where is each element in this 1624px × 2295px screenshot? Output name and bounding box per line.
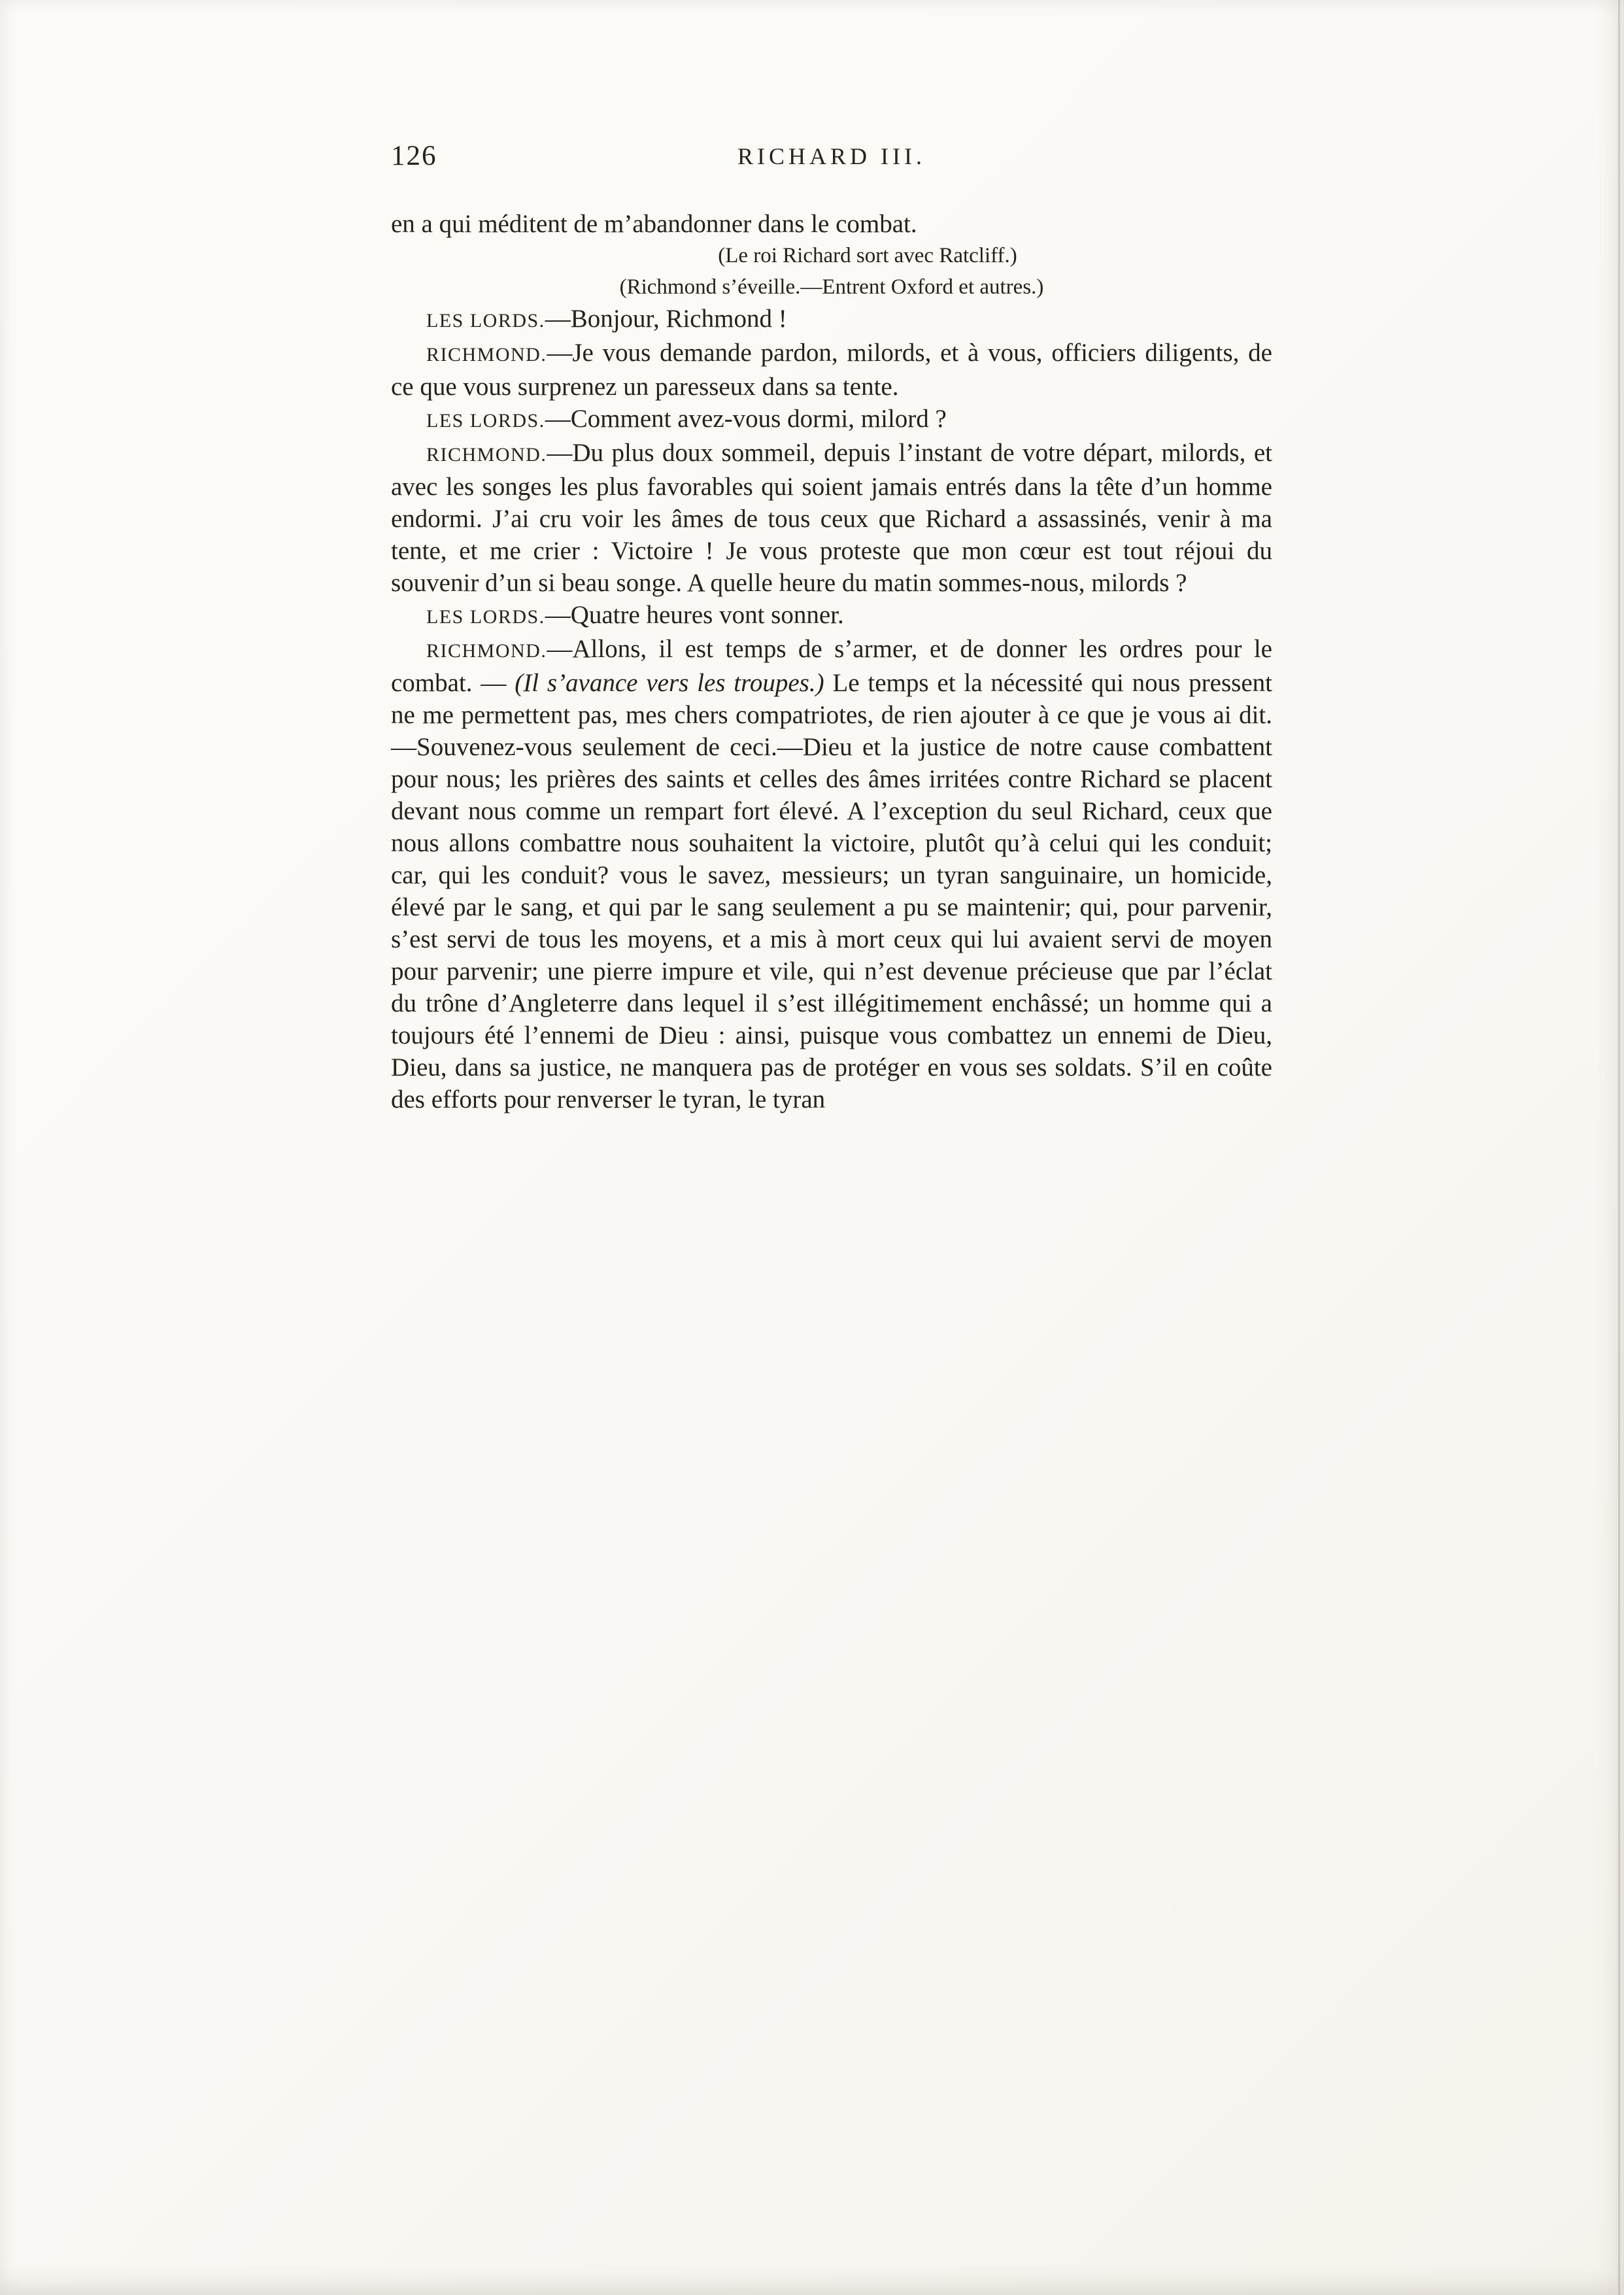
running-head bbox=[391, 139, 1272, 180]
text-run: —Je vous demande pardon, milords, et à vous, officiers diligents, de ce que vous surprenez un paresseux dans sa tente. bbox=[391, 339, 1272, 401]
speaker-name: RICHMOND. bbox=[426, 444, 547, 466]
speech-paragraph bbox=[391, 403, 1272, 437]
text-run: —Comment avez-vous dormi, milord ? bbox=[545, 405, 947, 433]
text-run: en a qui méditent de m’abandonner dans le combat. bbox=[391, 210, 917, 238]
stage-direction bbox=[391, 240, 1272, 271]
speech-paragraph bbox=[391, 599, 1272, 633]
speech-paragraph bbox=[391, 437, 1272, 599]
text-run: Le temps et la nécessité qui nous pressent ne me permettent pas, mes chers compatriotes, de rien ajouter à ce que je vous ai dit.—Souvenez-vous seulement de ceci.—Dieu et la justice de notre cause combattent pour nous; les prières des saints et celles des âmes irritées contre Richard se placent devant nous comme un rempart fort élevé. A l’exception du seul Richard, ceux que nous allons combattre nous souhaitent la victoire, plutôt qu’à celui qui les conduit; car, qui les conduit? vous le savez, messieurs; un tyran sanguinaire, un homicide, élevé par le sang, et qui par le sang seulement a pu se maintenir; qui, pour parvenir, s’est servi de tous les moyens, et a mis à mort ceux qui lui avaient servi de moyen pour parvenir; une pierre impure et vile, qui n’est devenue précieuse que par l’éclat du trône d’Angleterre dans lequel il s’est illégitimement enchâssé; un homme qui a toujours été l’ennemi de Dieu : ainsi, puisque vous combattez un ennemi de Dieu, Dieu, dans sa justice, ne manquera pas de protéger en vous ses soldats. S’il en coûte des efforts pour renverser le tyran, le tyran bbox=[391, 669, 1272, 1114]
text-run: —Bonjour, Richmond ! bbox=[545, 305, 787, 333]
speaker-name: LES LORDS. bbox=[426, 606, 545, 628]
text-run: —Quatre heures vont sonner. bbox=[545, 601, 844, 629]
text-run: —Du plus doux sommeil, depuis l’instant de votre départ, milords, et avec les songes les plus favorables qui soient jamais entrés dans la tête d’un homme endormi. J’ai cru voir les âmes de tous ceux que Richard a assassinés, venir à ma tente, et me crier : Victoire ! Je vous proteste que mon cœur est tout réjoui du souvenir d’un si beau songe. A quelle heure du matin sommes-nous, milords ? bbox=[391, 439, 1272, 597]
stage-direction bbox=[391, 271, 1272, 303]
running-head-title: RICHARD III. bbox=[737, 143, 926, 169]
speaker-name: LES LORDS. bbox=[426, 410, 545, 432]
text-run: (Le roi Richard sort avec Ratcliff.) bbox=[718, 244, 1017, 267]
speaker-name: RICHMOND. bbox=[426, 640, 547, 662]
continuation-paragraph bbox=[391, 208, 1272, 240]
speech-paragraph bbox=[391, 633, 1272, 1115]
text-run: (Richmond s’éveille.—Entrent Oxford et autres.) bbox=[619, 275, 1044, 299]
speech-paragraph bbox=[391, 337, 1272, 403]
speaker-name: LES LORDS. bbox=[426, 310, 545, 332]
speaker-name: RICHMOND. bbox=[426, 344, 547, 366]
text-run: —Allons, il est temps de s’armer, et de donner les ordres pour le combat. — bbox=[391, 635, 1272, 697]
speech-paragraph bbox=[391, 303, 1272, 337]
page-text-block bbox=[391, 208, 1272, 1115]
text-run: (Il s’avance vers les troupes.) bbox=[515, 669, 824, 697]
page-number: 126 bbox=[391, 141, 437, 171]
